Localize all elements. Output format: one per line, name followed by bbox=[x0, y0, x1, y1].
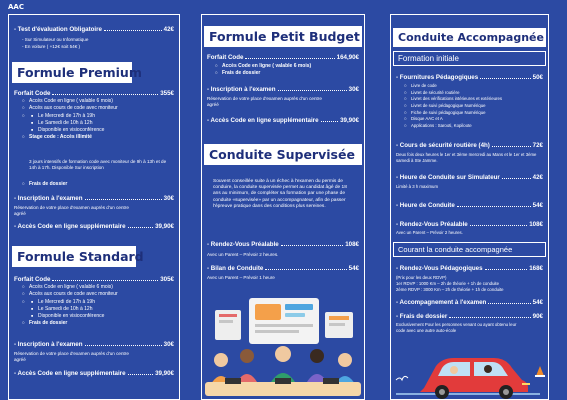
supervisee-bilan-label: - Bilan de Conduite bbox=[207, 265, 264, 272]
premium-exam-line bbox=[14, 195, 174, 202]
rdv-price: 108€ bbox=[529, 221, 543, 228]
petit-exam-line bbox=[207, 86, 359, 93]
hc-line bbox=[396, 202, 543, 209]
supervisee-rdv-price: 108€ bbox=[345, 241, 359, 248]
premium-list bbox=[22, 98, 174, 142]
list-item: ○ Livret de sécurité routière bbox=[404, 90, 543, 97]
supervisee-title: Conduite Supervisée bbox=[204, 144, 362, 165]
petit-forfait-price: 164,90€ bbox=[336, 54, 359, 61]
standard-exam-label: - Inscription à l'examen bbox=[14, 341, 83, 348]
petit-list bbox=[215, 63, 359, 78]
petit-budget-title: Formule Petit Budget bbox=[204, 26, 362, 47]
list-item: ○ Frais de dossier bbox=[22, 320, 174, 327]
premium-exam-price: 30€ bbox=[163, 195, 174, 202]
list-item: ○ Frais de dossier bbox=[22, 181, 174, 188]
frais-price: 90€ bbox=[532, 313, 543, 320]
petit-online-line bbox=[207, 117, 359, 124]
standard-exam-price: 30€ bbox=[163, 341, 174, 348]
standard-online-label: - Accès Code en ligne supplémentaire bbox=[14, 370, 126, 377]
standard-forfait-price: 305€ bbox=[160, 276, 174, 283]
eval-sub1: - Sur Simulateur ou Informatique bbox=[22, 37, 89, 42]
acc-line bbox=[396, 299, 543, 306]
premium-online-line bbox=[14, 223, 174, 230]
rdv-note: Avec un Parent – Prévoir 2 heures. bbox=[396, 230, 463, 235]
hc-price: 54€ bbox=[532, 202, 543, 209]
accompagnee-title: Conduite Accompagnée bbox=[393, 28, 546, 47]
list-item: ○ Accès Code en ligne ( valable 6 mois) bbox=[215, 63, 359, 70]
list-item: ○ Livre de code bbox=[404, 83, 543, 90]
acc-price: 54€ bbox=[532, 299, 543, 306]
list-item: ■ Disponible en visioconférence bbox=[31, 313, 174, 320]
column-petit-budget-supervisee bbox=[201, 14, 365, 400]
list-item: ○ Frais de dossier bbox=[215, 70, 359, 77]
premium-exam-note: Réservation de votre place d'examen auprès d'un centre agréé bbox=[14, 205, 129, 216]
list-item: ○ Stage code : Accès illimité bbox=[22, 134, 174, 141]
frais-note: Exclusivement Pour les personnes venant ou ayant obtenu leur code avec une autre auto-école bbox=[396, 322, 517, 333]
rdv-label: - Rendez-Vous Préalable bbox=[396, 221, 468, 228]
fourn-label: - Fournitures Pédagogiques bbox=[396, 74, 479, 81]
list-item: ○ Livret de suivi pédagogique Numérique bbox=[404, 103, 543, 110]
standard-exam-note: Réservation de votre place d'examen auprès d'un centre agréé bbox=[14, 351, 129, 362]
secu-note: Deux fois deux heures le 1er et 3ème mercredi au Mans et le 1er et 3ème samedi à Ste Jamme. bbox=[396, 152, 537, 163]
secu-line bbox=[396, 142, 543, 149]
standard-exam-line bbox=[14, 341, 174, 348]
supervisee-rdv-note: Avec un Parent – Prévoir 2 heures. bbox=[207, 252, 279, 257]
brand-logo-text: AAC bbox=[8, 3, 24, 11]
standard-schedule bbox=[31, 299, 174, 321]
premium-frais bbox=[22, 181, 174, 188]
standard-list bbox=[22, 284, 174, 328]
list-item: ○ Disque AAC et A bbox=[404, 116, 543, 123]
hc-label: - Heure de Conduite bbox=[396, 202, 455, 209]
list-item bbox=[22, 299, 174, 321]
rvp-line bbox=[396, 265, 543, 272]
rvp-label: - Rendez-Vous Pédagogiques bbox=[396, 265, 483, 272]
simu-label: - Heure de Conduite sur Simulateur bbox=[396, 174, 500, 181]
list-item: ■ ○ Le Mercredi de 17h à 19h bbox=[31, 299, 174, 306]
supervisee-bilan-note: Avec un Parent – Prévoir 1 heure bbox=[207, 275, 275, 280]
premium-exam-label: - Inscription à l'examen bbox=[14, 195, 83, 202]
courant-header: Courant la conduite accompagnée bbox=[393, 242, 546, 257]
supervisee-bilan-price: 54€ bbox=[348, 265, 359, 272]
petit-forfait-line bbox=[207, 54, 359, 61]
standard-title: Formule Standard bbox=[12, 246, 136, 267]
meeting-illustration bbox=[201, 292, 365, 400]
fourn-price: 50€ bbox=[532, 74, 543, 81]
list-item: ○ Accès aux cours de code avec moniteur bbox=[22, 291, 174, 298]
petit-forfait-label: Forfait Code bbox=[207, 54, 244, 61]
standard-forfait-label: Forfait Code bbox=[14, 276, 51, 283]
column-premium-standard bbox=[8, 14, 180, 400]
rdv-line bbox=[396, 221, 543, 228]
rvp-line1: (Prix pour les deux RDVP) bbox=[396, 275, 447, 280]
fourn-list bbox=[404, 83, 543, 130]
premium-forfait-label: Forfait Code bbox=[14, 90, 51, 97]
list-item: ■ Le Samedi de 10h à 12h bbox=[31, 120, 174, 127]
frais-line bbox=[396, 313, 543, 320]
formation-initiale-header: Formation initiale bbox=[393, 51, 546, 66]
rvp-line2: 1er RDVP : 1000 Km – 2h de théorie + 1h de conduite bbox=[396, 281, 499, 286]
supervisee-text: Souvent conseillée suite à un échec à l'examen du permis de conduire, la conduite supervisée permet au candidat âgé de 18 ans au minimum, de compléter sa formation par une phase de conduite «supervisée» par un accompagnateur, afin de passer l'épreuve pratique dans des conditions plus sereines. bbox=[213, 179, 347, 209]
secu-label: - Cours de sécurité routière (4h) bbox=[396, 142, 490, 149]
list-item: ■ Disponible en visioconférence bbox=[31, 127, 174, 134]
petit-online-price: 39,90€ bbox=[340, 117, 359, 124]
column-conduite-accompagnee bbox=[390, 14, 549, 400]
eval-price: 42€ bbox=[163, 26, 174, 33]
list-item: ■ ○ Le Mercredi de 17h à 19h bbox=[31, 113, 174, 120]
petit-exam-price: 30€ bbox=[348, 86, 359, 93]
list-item: ○ Applications : Sarooti, Kopiloote bbox=[404, 123, 543, 130]
list-item: ○ Accès aux cours de code avec moniteur bbox=[22, 105, 174, 112]
secu-price: 72€ bbox=[532, 142, 543, 149]
premium-online-price: 39,90€ bbox=[155, 223, 174, 230]
fourn-line bbox=[396, 74, 543, 81]
car-illustration bbox=[390, 336, 549, 400]
premium-forfait-line bbox=[14, 90, 174, 97]
simu-line bbox=[396, 174, 543, 181]
list-item: ○ Fiche de suivi pédagogique Numérique bbox=[404, 110, 543, 117]
supervisee-rdv-label: - Rendez-Vous Préalable bbox=[207, 241, 279, 248]
frais-label: - Frais de dossier bbox=[396, 313, 448, 320]
eval-label: - Test d'évaluation Obligatoire bbox=[14, 26, 102, 33]
premium-forfait-price: 355€ bbox=[160, 90, 174, 97]
simu-note: Limité à 3 h maximum bbox=[396, 184, 439, 189]
premium-stage-text: 3 jours intensifs de formation code avec moniteur de 9h à 13h et de 14h à 17h. Disponible Sur inscription bbox=[29, 159, 167, 170]
eval-sub2: - En voiture ( +12€ soit 54€ ) bbox=[22, 44, 81, 49]
supervisee-rdv-line bbox=[207, 241, 359, 248]
petit-exam-note: Réservation de votre place d'examen auprès d'un centre agréé bbox=[207, 96, 322, 107]
supervisee-bilan-line bbox=[207, 265, 359, 272]
simu-price: 42€ bbox=[532, 174, 543, 181]
list-item: ■ Le Samedi de 10h à 12h bbox=[31, 306, 174, 313]
list-item: ○ Accès Code en ligne ( valable 6 mois) bbox=[22, 98, 174, 105]
petit-exam-label: - Inscription à l'examen bbox=[207, 86, 276, 93]
list-item: ○ Accès Code en ligne ( valable 6 mois) bbox=[22, 284, 174, 291]
acc-label: - Accompagnement à l'examen bbox=[396, 299, 487, 306]
premium-online-label: - Accès Code en ligne supplémentaire bbox=[14, 223, 126, 230]
rvp-price: 168€ bbox=[529, 265, 543, 272]
petit-online-label: - Accès Code en ligne supplémentaire bbox=[207, 117, 319, 124]
list-item: ○ Livret des vérifications intérieures et extérieures bbox=[404, 96, 543, 103]
rvp-line3: 2ème RDVP : 3000 Km – 2h de théorie + 1h de conduite bbox=[396, 287, 504, 292]
eval-line bbox=[14, 26, 174, 33]
standard-online-line bbox=[14, 370, 174, 377]
standard-forfait-line bbox=[14, 276, 174, 283]
premium-title: Formule Premium bbox=[12, 62, 132, 83]
list-item bbox=[22, 113, 174, 135]
standard-online-price: 39,90€ bbox=[155, 370, 174, 377]
premium-schedule bbox=[31, 113, 174, 135]
